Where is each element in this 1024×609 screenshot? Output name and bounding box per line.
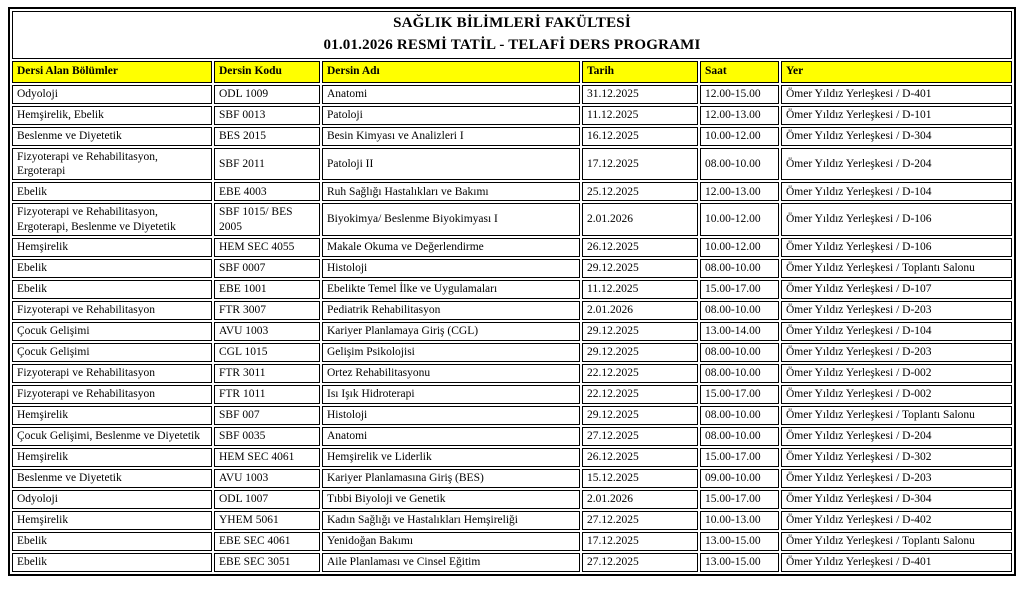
table-row xyxy=(12,553,1012,572)
cell-r12-c0: Fizyoterapi ve Rehabilitasyon xyxy=(12,364,212,383)
cell-r16-c4: 15.00-17.00 xyxy=(700,448,779,467)
table-row xyxy=(12,280,1012,299)
faculty-title: SAĞLIK BİLİMLERİ FAKÜLTESİ xyxy=(393,15,631,31)
cell-r17-c0: Beslenme ve Diyetetik xyxy=(12,469,212,488)
cell-r20-c1: EBE SEC 4061 xyxy=(214,532,320,551)
cell-r20-c5: Ömer Yıldız Yerleşkesi / Toplantı Salonu xyxy=(781,532,1012,551)
cell-r13-c1: FTR 1011 xyxy=(214,385,320,404)
cell-r20-c0: Ebelik xyxy=(12,532,212,551)
cell-r0-c2: Anatomi xyxy=(322,85,580,104)
cell-r16-c1: HEM SEC 4061 xyxy=(214,448,320,467)
cell-r2-c5: Ömer Yıldız Yerleşkesi / D-304 xyxy=(781,127,1012,146)
cell-r21-c5: Ömer Yıldız Yerleşkesi / D-401 xyxy=(781,553,1012,572)
cell-r13-c0: Fizyoterapi ve Rehabilitasyon xyxy=(12,385,212,404)
cell-r9-c4: 08.00-10.00 xyxy=(700,301,779,320)
cell-r3-c3: 17.12.2025 xyxy=(582,148,698,181)
cell-r5-c5: Ömer Yıldız Yerleşkesi / D-106 xyxy=(781,203,1012,236)
cell-r7-c0: Ebelik xyxy=(12,259,212,278)
cell-r0-c1: ODL 1009 xyxy=(214,85,320,104)
table-row xyxy=(12,203,1012,236)
table-row xyxy=(12,532,1012,551)
cell-r17-c5: Ömer Yıldız Yerleşkesi / D-203 xyxy=(781,469,1012,488)
cell-r0-c3: 31.12.2025 xyxy=(582,85,698,104)
cell-r8-c4: 15.00-17.00 xyxy=(700,280,779,299)
cell-r8-c0: Ebelik xyxy=(12,280,212,299)
cell-r21-c2: Aile Planlaması ve Cinsel Eğitim xyxy=(322,553,580,572)
cell-r15-c2: Anatomi xyxy=(322,427,580,446)
cell-r6-c0: Hemşirelik xyxy=(12,238,212,257)
cell-r19-c3: 27.12.2025 xyxy=(582,511,698,530)
column-header-0: Dersi Alan Bölümler xyxy=(12,61,212,83)
cell-r11-c2: Gelişim Psikolojisi xyxy=(322,343,580,362)
cell-r3-c1: SBF 2011 xyxy=(214,148,320,181)
cell-r14-c0: Hemşirelik xyxy=(12,406,212,425)
cell-r16-c2: Hemşirelik ve Liderlik xyxy=(322,448,580,467)
cell-r3-c0: Fizyoterapi ve Rehabilitasyon, Ergoterapi xyxy=(12,148,212,181)
cell-r17-c4: 09.00-10.00 xyxy=(700,469,779,488)
cell-r2-c2: Besin Kimyası ve Analizleri I xyxy=(322,127,580,146)
cell-r4-c3: 25.12.2025 xyxy=(582,182,698,201)
cell-r8-c5: Ömer Yıldız Yerleşkesi / D-107 xyxy=(781,280,1012,299)
cell-r11-c4: 08.00-10.00 xyxy=(700,343,779,362)
cell-r0-c0: Odyoloji xyxy=(12,85,212,104)
table-row xyxy=(12,427,1012,446)
cell-r6-c2: Makale Okuma ve Değerlendirme xyxy=(322,238,580,257)
cell-r18-c0: Odyoloji xyxy=(12,490,212,509)
cell-r10-c3: 29.12.2025 xyxy=(582,322,698,341)
cell-r20-c2: Yenidoğan Bakımı xyxy=(322,532,580,551)
table-row xyxy=(12,85,1012,104)
cell-r7-c2: Histoloji xyxy=(322,259,580,278)
cell-r5-c2: Biyokimya/ Beslenme Biyokimyası I xyxy=(322,203,580,236)
cell-r14-c3: 29.12.2025 xyxy=(582,406,698,425)
cell-r11-c1: CGL 1015 xyxy=(214,343,320,362)
cell-r2-c1: BES 2015 xyxy=(214,127,320,146)
cell-r9-c0: Fizyoterapi ve Rehabilitasyon xyxy=(12,301,212,320)
cell-r10-c1: AVU 1003 xyxy=(214,322,320,341)
cell-r16-c5: Ömer Yıldız Yerleşkesi / D-302 xyxy=(781,448,1012,467)
cell-r13-c4: 15.00-17.00 xyxy=(700,385,779,404)
schedule-table xyxy=(8,7,1016,576)
cell-r19-c1: YHEM 5061 xyxy=(214,511,320,530)
cell-r3-c2: Patoloji II xyxy=(322,148,580,181)
cell-r7-c3: 29.12.2025 xyxy=(582,259,698,278)
cell-r1-c0: Hemşirelik, Ebelik xyxy=(12,106,212,125)
column-header-3: Tarih xyxy=(582,61,698,83)
cell-r18-c4: 15.00-17.00 xyxy=(700,490,779,509)
cell-r9-c3: 2.01.2026 xyxy=(582,301,698,320)
cell-r16-c0: Hemşirelik xyxy=(12,448,212,467)
cell-r1-c2: Patoloji xyxy=(322,106,580,125)
table-body xyxy=(12,85,1012,573)
cell-r15-c0: Çocuk Gelişimi, Beslenme ve Diyetetik xyxy=(12,427,212,446)
cell-r17-c2: Kariyer Planlamasına Giriş (BES) xyxy=(322,469,580,488)
cell-r15-c5: Ömer Yıldız Yerleşkesi / D-204 xyxy=(781,427,1012,446)
cell-r5-c0: Fizyoterapi ve Rehabilitasyon, Ergoterapi, Beslenme ve Diyetetik xyxy=(12,203,212,236)
cell-r5-c4: 10.00-12.00 xyxy=(700,203,779,236)
table-row xyxy=(12,148,1012,181)
cell-r13-c2: Isı Işık Hidroterapi xyxy=(322,385,580,404)
cell-r19-c2: Kadın Sağlığı ve Hastalıkları Hemşireliği xyxy=(322,511,580,530)
cell-r19-c5: Ömer Yıldız Yerleşkesi / D-402 xyxy=(781,511,1012,530)
cell-r1-c4: 12.00-13.00 xyxy=(700,106,779,125)
cell-r1-c5: Ömer Yıldız Yerleşkesi / D-101 xyxy=(781,106,1012,125)
cell-r15-c3: 27.12.2025 xyxy=(582,427,698,446)
cell-r6-c4: 10.00-12.00 xyxy=(700,238,779,257)
cell-r21-c0: Ebelik xyxy=(12,553,212,572)
cell-r1-c1: SBF 0013 xyxy=(214,106,320,125)
cell-r9-c1: FTR 3007 xyxy=(214,301,320,320)
cell-r12-c3: 22.12.2025 xyxy=(582,364,698,383)
cell-r14-c5: Ömer Yıldız Yerleşkesi / Toplantı Salonu xyxy=(781,406,1012,425)
cell-r18-c1: ODL 1007 xyxy=(214,490,320,509)
cell-r12-c4: 08.00-10.00 xyxy=(700,364,779,383)
cell-r7-c5: Ömer Yıldız Yerleşkesi / Toplantı Salonu xyxy=(781,259,1012,278)
cell-r2-c4: 10.00-12.00 xyxy=(700,127,779,146)
table-row xyxy=(12,385,1012,404)
table-row xyxy=(12,259,1012,278)
cell-r5-c3: 2.01.2026 xyxy=(582,203,698,236)
cell-r1-c3: 11.12.2025 xyxy=(582,106,698,125)
cell-r4-c0: Ebelik xyxy=(12,182,212,201)
cell-r2-c0: Beslenme ve Diyetetik xyxy=(12,127,212,146)
cell-r7-c1: SBF 0007 xyxy=(214,259,320,278)
title-row xyxy=(12,11,1012,59)
cell-r19-c4: 10.00-13.00 xyxy=(700,511,779,530)
cell-r8-c3: 11.12.2025 xyxy=(582,280,698,299)
table-row xyxy=(12,106,1012,125)
cell-r3-c4: 08.00-10.00 xyxy=(700,148,779,181)
cell-r6-c1: HEM SEC 4055 xyxy=(214,238,320,257)
table-row xyxy=(12,364,1012,383)
table-row xyxy=(12,448,1012,467)
cell-r18-c5: Ömer Yıldız Yerleşkesi / D-304 xyxy=(781,490,1012,509)
cell-r19-c0: Hemşirelik xyxy=(12,511,212,530)
cell-r20-c3: 17.12.2025 xyxy=(582,532,698,551)
table-header-row xyxy=(12,61,1012,83)
cell-r17-c3: 15.12.2025 xyxy=(582,469,698,488)
cell-r8-c2: Ebelikte Temel İlke ve Uygulamaları xyxy=(322,280,580,299)
table-row xyxy=(12,406,1012,425)
cell-r9-c2: Pediatrik Rehabilitasyon xyxy=(322,301,580,320)
cell-r14-c2: Histoloji xyxy=(322,406,580,425)
table-row xyxy=(12,511,1012,530)
program-title: 01.01.2026 RESMİ TATİL - TELAFİ DERS PROGRAMI xyxy=(323,36,701,53)
cell-r4-c4: 12.00-13.00 xyxy=(700,182,779,201)
cell-r11-c5: Ömer Yıldız Yerleşkesi / D-203 xyxy=(781,343,1012,362)
cell-r7-c4: 08.00-10.00 xyxy=(700,259,779,278)
cell-r8-c1: EBE 1001 xyxy=(214,280,320,299)
column-header-5: Yer xyxy=(781,61,1012,83)
cell-r14-c1: SBF 007 xyxy=(214,406,320,425)
cell-r0-c4: 12.00-15.00 xyxy=(700,85,779,104)
cell-r9-c5: Ömer Yıldız Yerleşkesi / D-203 xyxy=(781,301,1012,320)
cell-r3-c5: Ömer Yıldız Yerleşkesi / D-204 xyxy=(781,148,1012,181)
cell-r13-c5: Ömer Yıldız Yerleşkesi / D-002 xyxy=(781,385,1012,404)
cell-r4-c2: Ruh Sağlığı Hastalıkları ve Bakımı xyxy=(322,182,580,201)
cell-r14-c4: 08.00-10.00 xyxy=(700,406,779,425)
table-row xyxy=(12,469,1012,488)
cell-r21-c1: EBE SEC 3051 xyxy=(214,553,320,572)
column-header-1: Dersin Kodu xyxy=(214,61,320,83)
table-row xyxy=(12,490,1012,509)
cell-r6-c3: 26.12.2025 xyxy=(582,238,698,257)
cell-r12-c2: Ortez Rehabilitasyonu xyxy=(322,364,580,383)
cell-r21-c4: 13.00-15.00 xyxy=(700,553,779,572)
table-row xyxy=(12,127,1012,146)
cell-r16-c3: 26.12.2025 xyxy=(582,448,698,467)
cell-r10-c5: Ömer Yıldız Yerleşkesi / D-104 xyxy=(781,322,1012,341)
cell-r10-c0: Çocuk Gelişimi xyxy=(12,322,212,341)
cell-r0-c5: Ömer Yıldız Yerleşkesi / D-401 xyxy=(781,85,1012,104)
table-row xyxy=(12,343,1012,362)
cell-r18-c3: 2.01.2026 xyxy=(582,490,698,509)
cell-r10-c2: Kariyer Planlamaya Giriş (CGL) xyxy=(322,322,580,341)
cell-r15-c1: SBF 0035 xyxy=(214,427,320,446)
cell-r18-c2: Tıbbi Biyoloji ve Genetik xyxy=(322,490,580,509)
table-row xyxy=(12,322,1012,341)
cell-r11-c3: 29.12.2025 xyxy=(582,343,698,362)
column-header-4: Saat xyxy=(700,61,779,83)
cell-r4-c1: EBE 4003 xyxy=(214,182,320,201)
cell-r12-c1: FTR 3011 xyxy=(214,364,320,383)
table-row xyxy=(12,238,1012,257)
cell-r13-c3: 22.12.2025 xyxy=(582,385,698,404)
cell-r21-c3: 27.12.2025 xyxy=(582,553,698,572)
table-row xyxy=(12,301,1012,320)
cell-r6-c5: Ömer Yıldız Yerleşkesi / D-106 xyxy=(781,238,1012,257)
cell-r17-c1: AVU 1003 xyxy=(214,469,320,488)
cell-r10-c4: 13.00-14.00 xyxy=(700,322,779,341)
cell-r20-c4: 13.00-15.00 xyxy=(700,532,779,551)
page-title xyxy=(12,11,1012,59)
cell-r12-c5: Ömer Yıldız Yerleşkesi / D-002 xyxy=(781,364,1012,383)
cell-r11-c0: Çocuk Gelişimi xyxy=(12,343,212,362)
cell-r4-c5: Ömer Yıldız Yerleşkesi / D-104 xyxy=(781,182,1012,201)
cell-r2-c3: 16.12.2025 xyxy=(582,127,698,146)
table-row xyxy=(12,182,1012,201)
cell-r15-c4: 08.00-10.00 xyxy=(700,427,779,446)
cell-r5-c1: SBF 1015/ BES 2005 xyxy=(214,203,320,236)
column-header-2: Dersin Adı xyxy=(322,61,580,83)
